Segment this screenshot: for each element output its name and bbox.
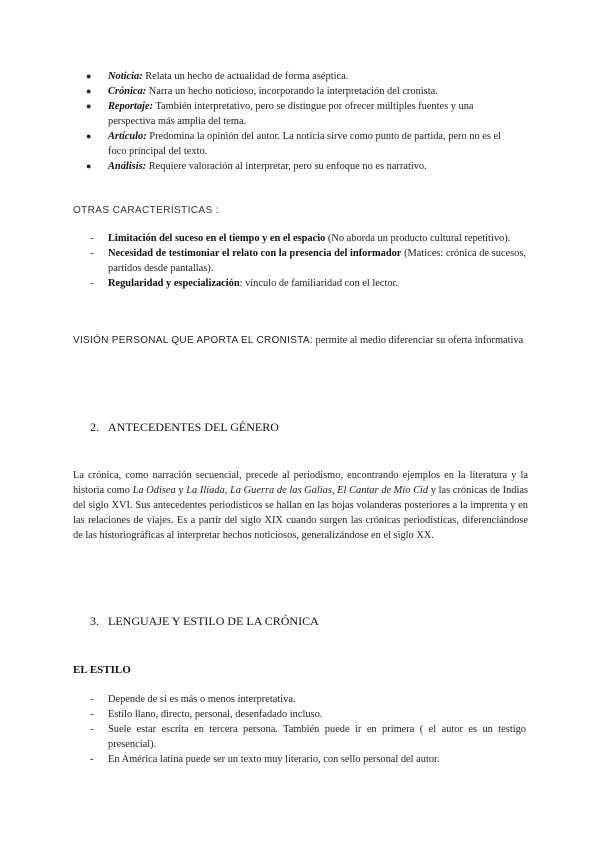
genre-types-list	[86, 69, 518, 174]
list-item: - Necesidad de testimoniar el relato con la presencia del informador (Matices: crónica de sucesos, partidos desde pantallas).	[90, 248, 526, 274]
dash-icon: -	[90, 709, 94, 720]
list-item: ● Noticia: Relata un hecho de actualidad de forma aséptica.	[86, 71, 349, 82]
list-item: ● Artículo: Predomina la opinión del autor. La noticia sirve como punto de partida, pero no es el foco principal del texto.	[86, 131, 502, 157]
list-item: - Limitación del suceso en el tiempo y en el espacio (No aborda un producto cultural repetitivo).	[90, 233, 511, 244]
dash-icon: -	[90, 694, 94, 705]
list-item: ● Crónica: Narra un hecho noticioso, incorporando la interpretación del cronista.	[86, 86, 438, 97]
el-estilo-heading: EL ESTILO	[73, 664, 131, 676]
list-item: - Estilo llano, directo, personal, desenfadado incluso.	[90, 709, 323, 720]
vision-personal-paragraph: VISIÓN PERSONAL QUE APORTA EL CRONISTA: permite al medio diferenciar su oferta informativa	[73, 335, 524, 346]
dash-icon: -	[90, 278, 94, 289]
bullet-icon: ●	[86, 71, 92, 81]
estilo-list	[86, 692, 526, 767]
bullet-icon: ●	[86, 101, 92, 111]
dash-icon: -	[90, 248, 94, 259]
otras-caracteristicas-heading: OTRAS CARACTERÍSTICAS :	[73, 205, 219, 216]
list-item: ● Reportaje: También interpretativo, pero se distingue por ofrecer múltiples fuentes y una perspectiva más amplia del tema.	[86, 101, 474, 127]
list-item: - Depende de si es más o menos interpretativa.	[90, 694, 296, 705]
list-item: ● Análisis: Requiere valoración al interpretar, pero su enfoque no es narrativo.	[86, 161, 427, 172]
dash-icon: -	[90, 754, 94, 765]
otras-caracteristicas-list	[86, 231, 526, 291]
section-heading-antecedentes: 2. ANTECEDENTES DEL GÉNERO	[90, 420, 279, 434]
dash-icon: -	[90, 233, 94, 244]
antecedentes-paragraph: La crónica, como narración secuencial, precede al periodismo, encontrando ejemplos en la literatura y la historia como La Odisea y La Ilíada, La Guerra de las Galias, El Cantar de Mío Cid y las crónicas de Indias del siglo XVI. Sus antecedentes periodísticos se hallan en las hojas volanderas posteriores a la imprenta y en las relaciones de viajes. Es a partir del siglo XIX cuando surgen las crónicas periodísticas, diferenciándose de las historiográficas al interpretar hechos noticiosos, generalizándose en el siglo XX.	[73, 470, 529, 541]
list-item: - En América latina puede ser un texto muy literario, con sello personal del autor.	[90, 754, 440, 765]
list-item: - Suele estar escrita en tercera persona. También puede ir en primera ( el autor es un testigo presencial).	[90, 724, 526, 750]
bullet-icon: ●	[86, 86, 92, 96]
dash-icon: -	[90, 724, 94, 735]
list-item: - Regularidad y especialización: vínculo de familiaridad con el lector.	[90, 278, 399, 289]
section-heading-lenguaje: 3. LENGUAJE Y ESTILO DE LA CRÓNICA	[90, 614, 319, 628]
bullet-icon: ●	[86, 131, 92, 141]
bullet-icon: ●	[86, 161, 92, 171]
